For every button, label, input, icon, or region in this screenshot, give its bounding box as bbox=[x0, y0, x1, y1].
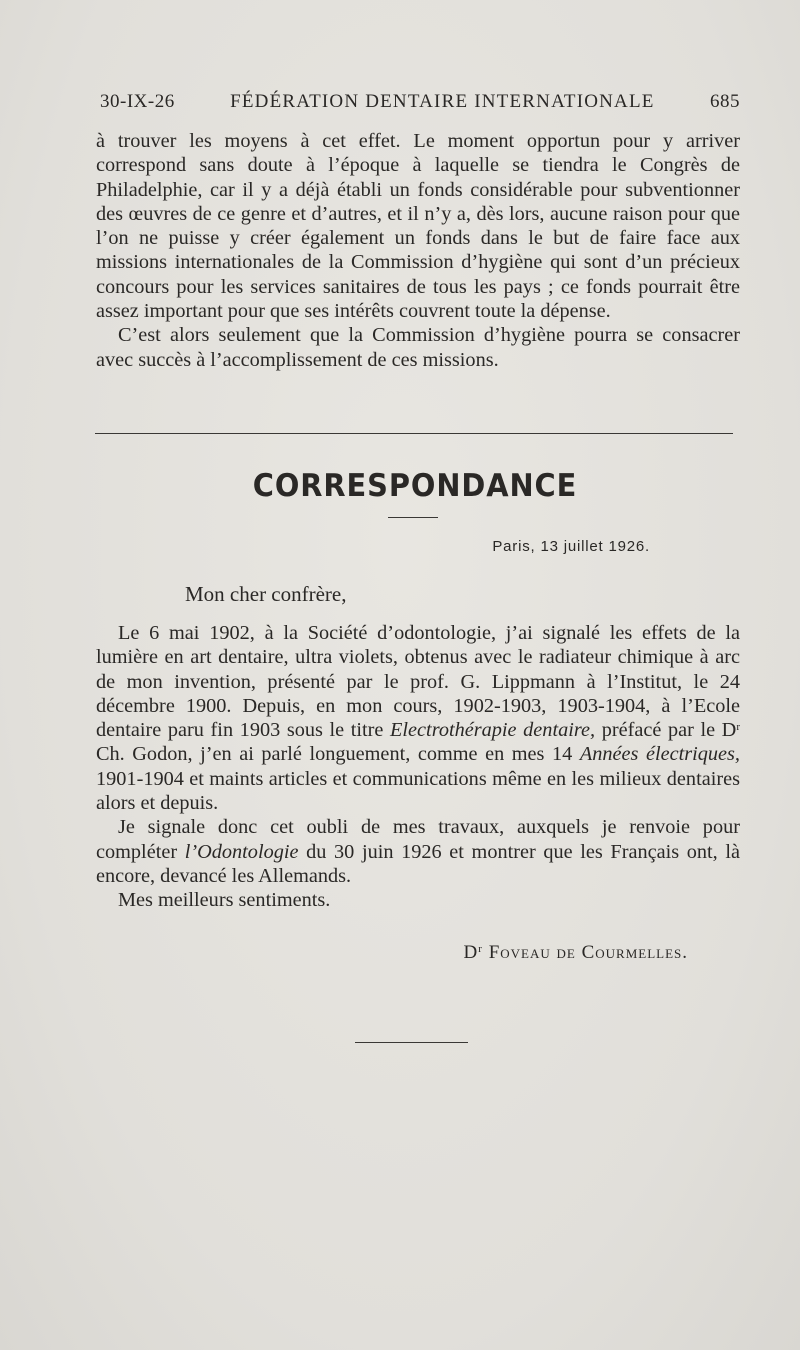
section-divider bbox=[95, 433, 733, 434]
letter-p1-text-d: 1901-1904 et maints articles et communications même en les milieux dentaires alors et depuis. bbox=[96, 767, 740, 815]
section-title: CORRESPONDANCE bbox=[252, 468, 578, 504]
signature-prefix: D bbox=[463, 942, 479, 963]
letter-p1-text-c: Ch. Godon, j’en ai parlé longuement, comme en mes 14 bbox=[96, 743, 573, 766]
letter-signature bbox=[464, 942, 688, 964]
letter-p1-text-b: préfacé par le D bbox=[601, 719, 737, 742]
header-date: 30-IX-26 bbox=[100, 91, 175, 112]
book-title-annees-electriques: Années électriques, bbox=[579, 743, 741, 766]
letter-p2-text-b: du 30 juin 1926 et montrer que les Français ont, là encore, devancé les Allemands. bbox=[96, 840, 740, 887]
title-underline bbox=[388, 517, 438, 518]
continuation-paragraph-2: C’est alors seulement que la Commission d’hygiène pourra se consacrer avec succès à l’accomplissement de ces missions. bbox=[96, 324, 740, 371]
letter-dateline: Paris, 13 juillet 1926. bbox=[492, 538, 650, 555]
header-title: FÉDÉRATION DENTAIRE INTERNATIONALE bbox=[230, 91, 655, 112]
running-header bbox=[100, 91, 740, 113]
end-divider bbox=[355, 1042, 468, 1043]
journal-title-odontologie: l’Odontologie bbox=[184, 840, 299, 863]
continuation-paragraph-1: à trouver les moyens à cet effet. Le moment opportun pour y arriver correspond sans doute à l’époque à laquelle se tiendra le Congrès de Philadelphie, car il y a déjà établi un fonds considérable pour subventionner des œuvres de ce genre et d’autres, et il n’y a, dès lors, aucune raison pour que l’on ne puisse y créer également un fonds dans le but de faire face aux missions internationales de la Commission d’hygiène qui sont d’un précieux concours pour les services sanitaires de tous les pays ; ce fonds pourrait être assez important pour que ses intérêts couvrent toute la dépense. bbox=[96, 130, 740, 323]
letter-closing: Mes meilleurs sentiments. bbox=[118, 889, 331, 912]
letter-p1-text-a: Le 6 mai 1902, à la Société d’odontologie, j’ai signalé les effets de la lumière en art dentaire, ultra violets, obtenus avec le radiateur chimique à arc de mon invention, présenté par le prof. G. Lippmann à l’Institut, le 24 décembre 1900. Depuis, en mon cours, 1902-1903, 1903-1904, à l’Ecole dentaire paru fin 1903 sous le titre bbox=[96, 622, 740, 742]
signature-superscript: r bbox=[478, 943, 483, 955]
letter-p1-superscript: r bbox=[736, 721, 740, 734]
letter-body bbox=[96, 621, 740, 913]
book-title-electrotherapie: Electrothérapie dentaire, bbox=[390, 719, 596, 742]
letter-p2-text-a: Je signale donc cet oubli de mes travaux, auxquels je renvoie pour compléter bbox=[96, 816, 740, 863]
letter-salutation: Mon cher confrère, bbox=[185, 582, 347, 606]
letter-paragraph-1 bbox=[96, 621, 740, 815]
signature-name: Foveau de Courmelles. bbox=[488, 942, 688, 963]
letter-paragraph-2 bbox=[96, 815, 740, 888]
page-number: 685 bbox=[710, 91, 740, 112]
continuation-text bbox=[96, 129, 740, 372]
